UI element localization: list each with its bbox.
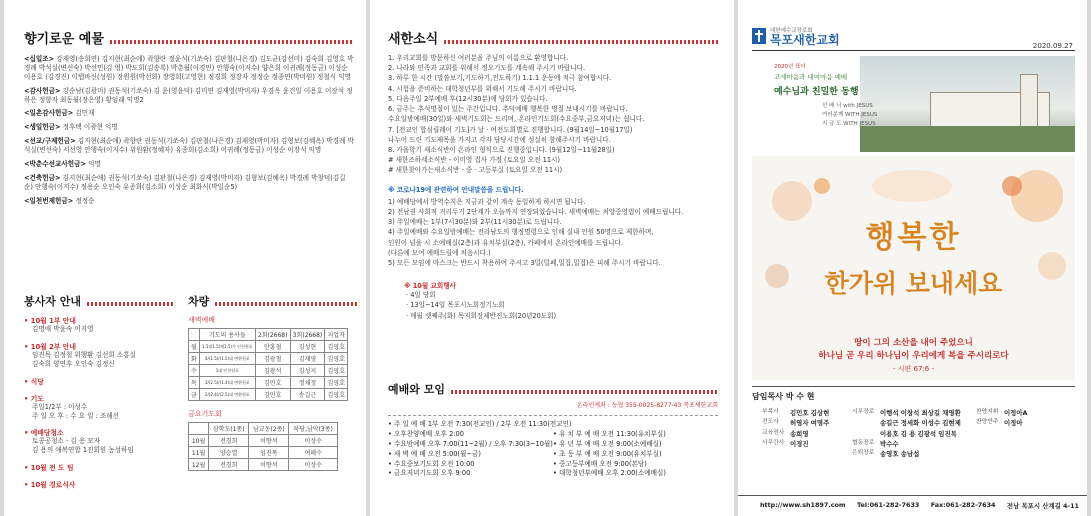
table-cell: 김영호 (325, 377, 348, 389)
volunteer-names: 토콩공청소 - 김 용 모자 (32, 437, 101, 446)
events-list (406, 290, 718, 321)
table-header-cell: 지업자 (325, 329, 348, 341)
banner-sub-line: 여러분께 WITH JESUS (822, 111, 878, 118)
covid-item: 5) 모든 모임에 마스크는 반드시 착용하여 주시고 3밀(밀폐,밀집,밀접)은 피해 주시기 바랍니다. (388, 258, 661, 267)
table-row (189, 389, 348, 401)
worship-row (388, 440, 718, 450)
staff-names: 박수수 (880, 439, 899, 448)
worship-row (388, 460, 718, 470)
news-item: 1. 우리교회를 방문하신 여러분을 주님의 이름으로 환영합니다. (388, 54, 569, 62)
table-cell: 화 (189, 353, 200, 365)
table-cell: 임진목 (249, 447, 289, 459)
worship-row (388, 420, 718, 430)
event-item: · 4일 당회 (406, 291, 436, 300)
banner-year: 2020년 표어 (774, 64, 806, 70)
verse-line-2: 하나님 곧 우리 하나님이 우리에게 복을 주시리로다 (818, 351, 1009, 361)
table-header-cell: 3회(2668) (290, 329, 325, 341)
worship-section (388, 381, 718, 479)
church-address: 전남 목포시 산계길 4-11 (1006, 502, 1079, 510)
offering-type: <박춘수선교사헌금> (24, 160, 87, 169)
offering-names: 익명 (88, 160, 101, 169)
left-page (4, 0, 366, 516)
staff-role: 부목사 (762, 409, 779, 415)
table-row (189, 447, 338, 459)
news-title: 새한소식 (388, 32, 439, 47)
table-cell: 송길근 (290, 389, 325, 401)
staff-row (762, 418, 1077, 428)
table-cell: 10월 (189, 435, 209, 447)
table-row (189, 435, 338, 447)
news-item: 4. 시험을 준비하는 대학청년부를 위해서 기도해 주시기 바랍니다. (388, 84, 577, 93)
offering-type: <생일헌금> (24, 123, 61, 132)
covid-item: 3) 주일예배는 1부(7시30분)와 2부(11시30분)로 드립니다. (388, 218, 562, 227)
worship-service: • 금요저녁기도회 오후 9:00 (388, 469, 471, 478)
covid-item: 2) 전남권 사회적 거리두기 2단계가 오늘까지 연장되었습니다. 새벽예배는 처앙중영법이 예배드립니다. (388, 207, 684, 216)
staff-role (762, 449, 790, 459)
worship-service: • 초 등 부 예 배 오전 9:00(유치부실) (553, 449, 662, 458)
news-item: 나누어 드린 기도제목을 가지고 각자 담당시간에 성실히 참해주시기 바랍니다. (388, 135, 611, 144)
table-cell: 양승열 (209, 447, 249, 459)
verse-line-1: 땅이 그의 소산을 내어 주었으니 (854, 338, 973, 348)
news-item: 2. 나라와 민족과 교회를 위해서 정오기도를 계속해 주시기 바랍니다. (388, 64, 586, 73)
staff-role: 교육전사 (762, 429, 785, 436)
cross-logo-icon (752, 28, 766, 44)
covid-title: ※ 코로나19에 관련하여 안내말씀을 드립니다. (388, 185, 524, 194)
table-row (189, 459, 338, 471)
verse-reference: - 시편 67:6 - (893, 365, 934, 373)
table-row (189, 341, 348, 353)
offering-paragraph (24, 55, 354, 82)
table-header (189, 329, 348, 341)
table-header-cell: 남교동(2종) (249, 423, 289, 435)
table-cell: 이성수 (289, 459, 338, 471)
news-item: 5. 다음주일 2부예배 후(12시30분)에 당회가 있습니다. (388, 94, 548, 103)
table-row (189, 353, 348, 365)
offering-type: <선교/구제헌금> (24, 137, 76, 146)
staff-row (762, 429, 1077, 439)
table-cell: 1대 인천원포 (199, 365, 255, 377)
covid-list (388, 197, 718, 269)
worship-service: • 오후찬양예배 오후 2:00 (388, 429, 464, 438)
news-item: 8. 가을학기 새소식반이 온라인 형식으로 진행중입니다. (9월12일~11월28일) (388, 145, 615, 154)
church-photo (860, 56, 1075, 152)
offering-type: <일천번제헌금> (24, 196, 74, 205)
denomination: 대한예수교장로회 (770, 28, 813, 34)
table-header-cell: 하당,남악(3종) (289, 423, 338, 435)
banner-line1: 고세마음과 대여마음 예배 (774, 73, 848, 81)
cover-title-1: 행복한 (865, 220, 962, 255)
table-cell: 김민호 (255, 377, 290, 389)
church-footer (738, 495, 1087, 510)
covid-item: 1) 예배당에서 방역수칙은 지금과 같이 계속 동일하게 하시면 됩니다. (388, 197, 586, 206)
worship-service: • 수요밤예배 오후 7:00(11~2월) / 오후 7:30(3~10월) (388, 439, 553, 448)
volunteer-item (24, 462, 174, 472)
dawn-table (188, 328, 348, 401)
staff-role: 전도사 (762, 419, 779, 426)
table-cell: 2/(2.4)/(2.5)대 변환원포 (199, 389, 255, 401)
offering-type: <십일조> (24, 55, 55, 63)
table-cell: 11월 (189, 447, 209, 459)
table-cell: 월 (189, 341, 200, 353)
worship-service: • 중고등부예배 오전 9:00(본당) (553, 459, 647, 468)
offering-names: 정정순 (75, 196, 95, 205)
worship-list (388, 415, 718, 479)
news-item: # 새한찾아가는새소식반 - 중 · 고등부실 (토요일 오전 11시) (388, 166, 563, 175)
offering-names: 강재영(송희연) 김지현(최순애) 곽향란 정윤석(기쏘숙) 김판철(나은경) 김도균(강선미) 김숙희 김영호 박경례 박석실(변선숙) 박선민(김 영) 박도희(김송록) 박춘월(이경민) 안행숙(이지수) 양은희 이귀례(정동금) 이성순 이용호 (김경진) 이탭바신(성원) 장원원(박선화) 장영희(고영현) 정경희 정장자 정정순 정종연(박미원) 정철식 익명 (24, 55, 354, 81)
table-cell: 전경희 (209, 459, 249, 471)
offering-type: <건축헌금> (24, 173, 61, 182)
volunteer-item (24, 376, 174, 386)
volunteer-names: 주일1/2부 : 이성수 (32, 402, 88, 411)
volunteer-names: 김명애 박윤숙 이지영 (32, 325, 94, 333)
table-cell: 김민호 (255, 389, 290, 401)
offering-names: 김민재 (75, 109, 95, 118)
staff-role: 사무간사 (762, 439, 785, 446)
staff-names: 송길근 정세화 이성수 김현제 (880, 419, 961, 428)
staff-names: 이용호 김 용 김광석 임진목 (880, 429, 957, 438)
staff-names: 허영자 여명주 (790, 419, 830, 428)
offering-paragraph (24, 109, 354, 118)
table-header-cell: 삼학도(1종) (209, 423, 249, 435)
church-name: 목포새한교회 (770, 33, 840, 47)
news-item: 6. 금주는 추석명절이 있는 주간입니다. 추덕예배 행복한 명절 보내시기를 바랍니다. (388, 105, 628, 114)
volunteer-label: • 식당 (24, 377, 44, 386)
volunteer-list (24, 315, 174, 489)
volunteer-title: 봉사자 안내 (24, 295, 81, 308)
offering-paragraph (24, 174, 354, 192)
worship-heading (388, 381, 718, 397)
table-cell: 김영호 (325, 353, 348, 365)
staff-role (852, 418, 880, 428)
volunteer-item (24, 427, 174, 455)
staff-names: 송영호 송남섭 (880, 450, 920, 458)
volunteer-label: • 예배당청소 (24, 429, 64, 438)
senior-pastor: 담임목사 박 수 현 (752, 386, 1075, 402)
worship-service: • 유 년 부 예 배 오전 9:00(소예배실) (553, 439, 662, 448)
offering-heading (24, 28, 354, 47)
offering-title: 향기로운 예물 (24, 32, 104, 47)
staff-row (762, 449, 1077, 459)
table-cell: 김영호 (325, 389, 348, 401)
volunteer-section (24, 293, 174, 496)
volunteer-names: 임진목 김정철 위행환 김선희 소홍실 (32, 350, 136, 359)
volunteer-label: • 10월 전 도 팀 (24, 464, 74, 473)
table-header (189, 423, 338, 435)
offering-paragraph (24, 87, 354, 105)
event-item: · 13일~14일 목포시노회정기노회 (406, 301, 505, 310)
table-cell: 이성수 (289, 435, 338, 447)
news-list (388, 53, 718, 176)
banner-sub-line: 지 금 도 WITH JESUS (822, 120, 876, 127)
vehicle-section (188, 293, 358, 471)
vehicle-title: 차량 (188, 295, 210, 308)
staff-row (762, 408, 1077, 418)
volunteer-names: 김숙희 양연후 오인숙 김정신 (32, 359, 115, 368)
staff-row (762, 439, 1077, 449)
dawn-title: 새벽예배 (188, 316, 216, 324)
worship-service: • 대학청년부예배 오후 2:00(소예배실) (553, 469, 666, 478)
staff-names: 이행석 이창석 최상길 채영환 (880, 409, 961, 417)
table-header-cell (189, 423, 209, 435)
worship-service: • 주 일 예 배 1부 오전 7:30(전교인) / 2부 오전 11:30(전교인) (388, 420, 572, 428)
banner-sub (822, 102, 877, 128)
volunteer-names: 김 용의 애복연합 1진회원 농성하임 (32, 446, 134, 455)
staff-role: 은퇴장로 (852, 450, 875, 456)
staff-names: 송희영 (790, 429, 809, 438)
volunteer-item (24, 315, 174, 334)
staff-role (852, 429, 880, 439)
worship-row (388, 469, 718, 479)
staff-role: 시무장로 (852, 409, 875, 415)
vehicle-heading (188, 293, 358, 309)
staff-names: 이정아 (1004, 419, 1023, 428)
offering-section (24, 28, 354, 211)
website-link[interactable]: http://www.sh1897.com (760, 501, 846, 509)
table-cell: 김성지 (290, 365, 325, 377)
offering-paragraph (24, 123, 354, 132)
staff-role (976, 449, 1004, 459)
offering-names: 강순남(김광미) 권동석(기쏘숙) 김 윤(영윤덕) 김미연 김재영(박미자) 우경옥 윤건일 이용호 이장석 정하은 정향자 최동월(장은영) 황임래 익명2 (24, 86, 353, 104)
offering-paragraph (24, 160, 354, 169)
volunteer-names: 주 일 오 후 : 수 요 일 : 조해선 (32, 411, 120, 420)
worship-title: 예배와 모임 (388, 383, 445, 396)
account-info: 온라인계좌 : 농협 355-0025-8277-43 목포새한교회 (576, 402, 718, 409)
offering-names: 정후택 이광현 익명 (62, 123, 118, 132)
table-row (189, 377, 348, 389)
staff-role (976, 429, 1004, 439)
fax-number: Fax:061-282-7634 (930, 501, 996, 509)
table-cell: 금 (189, 389, 200, 401)
news-section (388, 28, 718, 321)
covid-item: 인원이 넘을 시 소예배실(2층)과 유치부실(2층), 카페에서 온라인예배를 드립니다. (388, 238, 623, 247)
offering-names: 김지현(최순애) 곽향란 권동석(기쏘숙) 김판철(나은경) 김재영(박미자) 김형보(김혜옥) 박경례 박석실(변선숙) 서선영 안행숙(이지수) 위원환(정혜자) 유종희(김소희) 이귀례(정동금) 이성순 이장석 익명 (24, 137, 354, 155)
covid-item: 4) 주일예배와 수요일밤예배는 전라남도의 행정명령으로 인해 실내 인원 50명으로 제한하며, (388, 228, 654, 237)
offering-list (24, 55, 354, 206)
staff-role (976, 439, 1004, 449)
worship-row (388, 450, 718, 460)
volunteer-label: • 10월 경로식사 (24, 481, 76, 490)
volunteer-heading (24, 293, 174, 309)
staff-names (790, 449, 852, 459)
news-item: 3. 하루 한 시간 (말씀보기,기도하기,전도하기) 1.1.1 운동에 적극 참여합시다. (388, 74, 612, 83)
volunteer-item (24, 393, 174, 421)
table-cell: 김광석 (255, 365, 290, 377)
staff-names: 김민호 김상현 (790, 409, 830, 417)
friday-title: 금요기도회 (188, 410, 222, 418)
table-cell: 1.5대1.5(제1.5)가 인천원포 (199, 341, 255, 353)
staff-names: 이경진 (790, 439, 809, 448)
friday-table (188, 422, 338, 471)
table-row (189, 365, 348, 377)
church-logo (752, 26, 840, 46)
motto-banner (752, 56, 1075, 152)
table-cell: 이향석 (249, 435, 289, 447)
table-cell: 여해수 (289, 447, 338, 459)
staff-list (762, 408, 1077, 459)
volunteer-item (24, 341, 174, 369)
staff-names (1004, 429, 1044, 439)
banner-sub-line: 선 배 너 with JESUS (822, 103, 873, 109)
worship-service: • 새 벽 예 배 오전 5:00(월~금) (388, 449, 481, 458)
table-cell: 김재영 (290, 353, 325, 365)
bulletin-date: 2020.09.27 (1032, 42, 1073, 50)
table-cell: 김영호 (325, 341, 348, 353)
staff-names (1004, 449, 1044, 459)
staff-role: 찬양지휘 (976, 409, 999, 415)
covid-item: (다른예 모여 예배드릴에 처음시다.) (388, 248, 491, 257)
offering-type: <일촌감사헌금> (24, 109, 74, 118)
offering-type: <감사헌금> (24, 86, 61, 95)
table-cell: 정채정 (290, 377, 325, 389)
table-cell: 김영호 (325, 365, 348, 377)
table-cell: 4/(1.5)/(1.5)대 변환원포 (199, 353, 255, 365)
offering-paragraph (24, 137, 354, 155)
staff-role: 협동장로 (852, 439, 875, 446)
news-heading (388, 28, 718, 47)
right-page (738, 0, 1087, 516)
worship-service: • 유 치 부 예 배 오전 11:30(유치부실) (553, 429, 666, 438)
worship-service: • 수요중보기도회 오전 10:00 (388, 459, 475, 468)
volunteer-label: • 기도 (24, 394, 44, 403)
table-header-cell: 2회(2668) (255, 329, 290, 341)
news-item: 7. [전교인 합심릴레이 기도]가 날 · 여전도회별로 진행합니다. (9월14일~10월17일) (388, 125, 633, 134)
table-cell: 수 (189, 365, 200, 377)
table-cell: 김성현 (290, 341, 325, 353)
table-cell: 김광철 (255, 353, 290, 365)
table-header-cell: 기도의 용사들 (199, 329, 255, 341)
events-title: ※ 10월 교회행사 (404, 282, 457, 291)
staff-role: 찬양반주 (976, 419, 999, 426)
worship-row (388, 430, 718, 440)
middle-page (370, 0, 734, 516)
table-cell: 안홍철 (255, 341, 290, 353)
news-item: # 새한즈하세소식반 - 이미영 집사 가정 (토요일 오전 11시) (388, 156, 560, 165)
staff-names (1004, 439, 1044, 449)
banner-line2: 예수님과 친밀한 동행 (774, 87, 859, 97)
offering-paragraph (24, 197, 354, 206)
event-item: · 매월 셋째주(화) 목지회장제반진노회(20년20도회) (406, 311, 557, 320)
table-cell: 전경희 (209, 435, 249, 447)
table-cell: 목 (189, 377, 200, 389)
volunteer-label: • 10월 1부 안내 (24, 317, 76, 325)
table-corner (189, 329, 200, 341)
phone-number: Tel:061-282-7633 (856, 501, 920, 509)
news-item: 수요일밤예배(30일)와 새벽기도회는 드리며, 온라인기도회(수요중부,금요저녁)는 쉽니다. (388, 115, 645, 124)
volunteer-item (24, 479, 174, 489)
staff-names: 이정아A (1004, 409, 1028, 417)
table-cell: 3/(2.5)/(1.4)대 변환원포 (199, 377, 255, 389)
table-cell: 이향석 (249, 459, 289, 471)
cover-title-2: 한가위 보내세요 (824, 269, 1003, 298)
volunteer-label: • 10월 2부 안내 (24, 342, 76, 351)
cover-illustration (752, 156, 1075, 380)
table-cell: 12월 (189, 459, 209, 471)
offering-names: 김지현(최순애) 권동석(기쏘숙) 김판철(나은경) 김재영(박미자) 김형보(김혜옥) 박경례 박창덕(김길순) 안행숙(이지수) 정용순 오인숙 유종희(김소희) 이성순 최화식(박일순5) (24, 173, 346, 191)
